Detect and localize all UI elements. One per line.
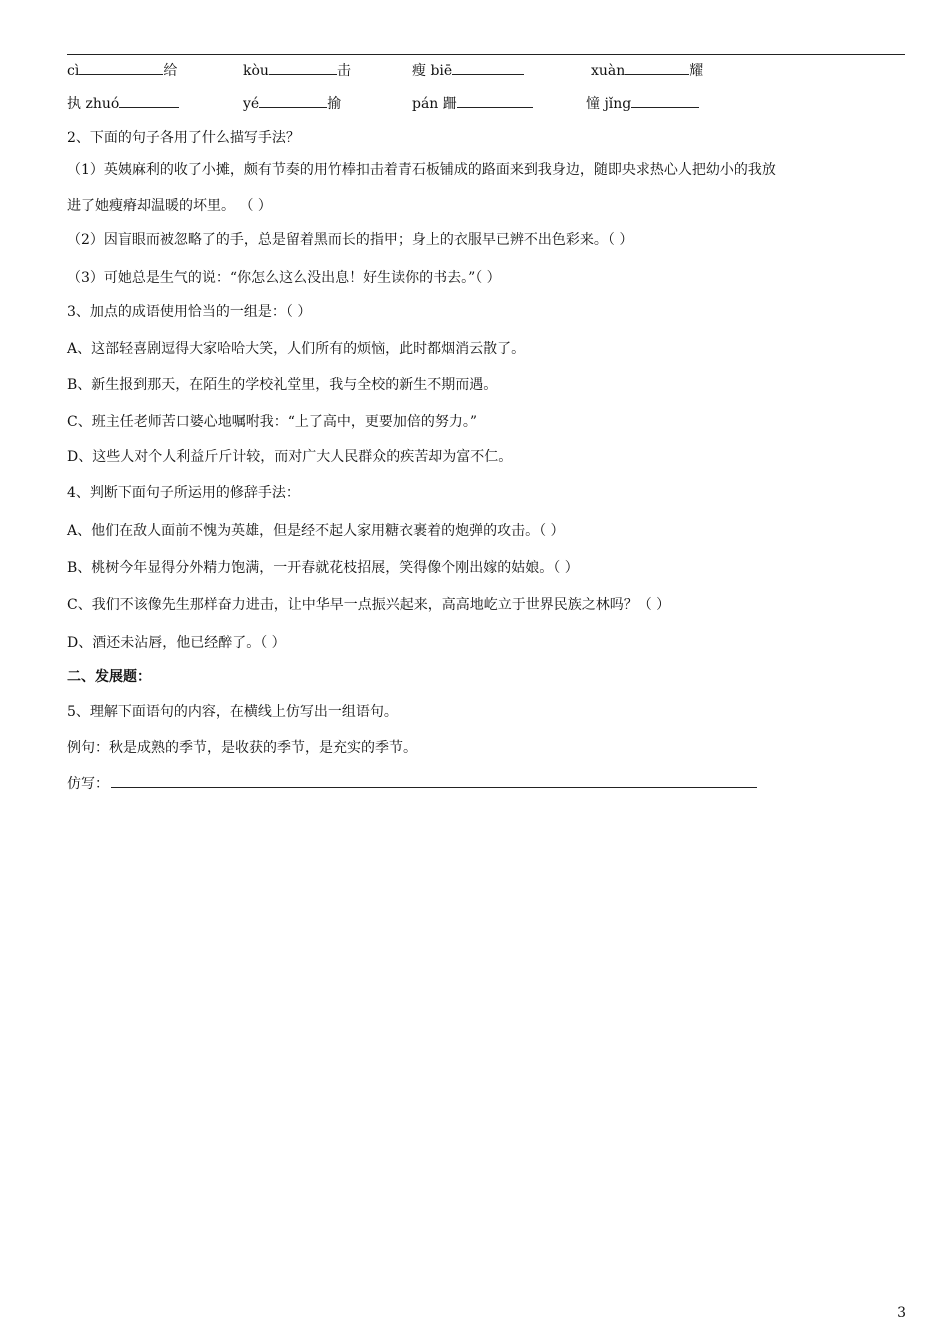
fill-blank[interactable]: [625, 60, 689, 75]
fill-blank[interactable]: [631, 93, 699, 108]
fill-blank[interactable]: [269, 60, 337, 75]
vocab-item-4: xuàn 耀: [591, 60, 703, 80]
q4-option-c: C、我们不该像先生那样奋力进击，让中华早一点振兴起来，高高地屹立于世界民族之林吗？（ ）: [67, 597, 671, 613]
imitate-label: 仿写：: [67, 776, 109, 792]
vocab-row-2: [67, 93, 907, 115]
q4-title: 4、判断下面句子所运用的修辞手法：: [67, 485, 300, 501]
fill-blank[interactable]: [119, 93, 179, 108]
vocab-item-7: pán 跚: [412, 93, 533, 113]
q4-option-a: A、他们在敌人面前不愧为英雄，但是经不起人家用糖衣裹着的炮弹的攻击。（ ）: [67, 523, 565, 539]
vocab-item-8: 憧 jǐng: [586, 93, 699, 113]
q2-sentence-1b: 进了她瘦瘠却温暖的坏里。 （ ）: [67, 198, 272, 214]
q2-sentence-2: （2）因盲眼而被忽略了的手，总是留着黑而长的指甲；身上的衣服早已辨不出色彩来。（ ）: [67, 232, 634, 248]
q5-example: 例句：秋是成熟的季节，是收获的季节，是充实的季节。: [67, 740, 417, 756]
q2-sentence-3: （3）可她总是生气的说：“你怎么这么没出息！好生读你的书去。”（ ）: [67, 270, 501, 286]
q3-title: 3、加点的成语使用恰当的一组是：（ ）: [67, 304, 312, 320]
q2-title: 2、下面的句子各用了什么描写手法？: [67, 130, 300, 146]
q3-option-c: C、班主任老师苦口婆心地嘱咐我：“上了高中，更要加倍的努力。”: [67, 414, 478, 430]
q3-option-b: B、新生报到那天，在陌生的学校礼堂里，我与全校的新生不期而遇。: [67, 377, 498, 393]
vocab-item-3: 瘦 biē: [412, 60, 524, 80]
vocab-item-1: cì 给: [67, 60, 177, 80]
fill-blank[interactable]: [452, 60, 524, 75]
q5-instruction: 5、理解下面语句的内容，在横线上仿写出一组语句。: [67, 704, 398, 720]
imitate-answer-line[interactable]: [111, 773, 757, 788]
q3-option-a: A、这部轻喜剧逗得大家哈哈大笑，人们所有的烦恼，此时都烟消云散了。: [67, 341, 526, 357]
page-number: 3: [897, 1305, 906, 1321]
vocab-item-6: yé 揄: [243, 93, 341, 113]
vocab-item-2: kòu 击: [243, 60, 351, 80]
fill-blank[interactable]: [79, 60, 163, 75]
fill-blank[interactable]: [457, 93, 533, 108]
fill-blank[interactable]: [259, 93, 327, 108]
section-2-title: 二、发展题：: [67, 669, 151, 685]
q2-sentence-1a: （1）英姨麻利的收了小摊，颇有节奏的用竹棒扣击着青石板铺成的路面来到我身边，随即央求热心人把幼小的我放: [67, 162, 776, 178]
vocab-row-1: [67, 60, 907, 82]
header-rule: [67, 54, 905, 55]
q3-option-d: D、这些人对个人利益斤斤计较，而对广大人民群众的疾苦却为富不仁。: [67, 449, 513, 465]
q4-option-d: D、酒还未沾唇，他已经醉了。（ ）: [67, 635, 286, 651]
q4-option-b: B、桃树今年显得分外精力饱满，一开春就花枝招展，笑得像个刚出嫁的姑娘。（ ）: [67, 560, 579, 576]
q5-imitate-row: [67, 773, 757, 795]
vocab-item-5: 执 zhuó: [67, 93, 179, 113]
